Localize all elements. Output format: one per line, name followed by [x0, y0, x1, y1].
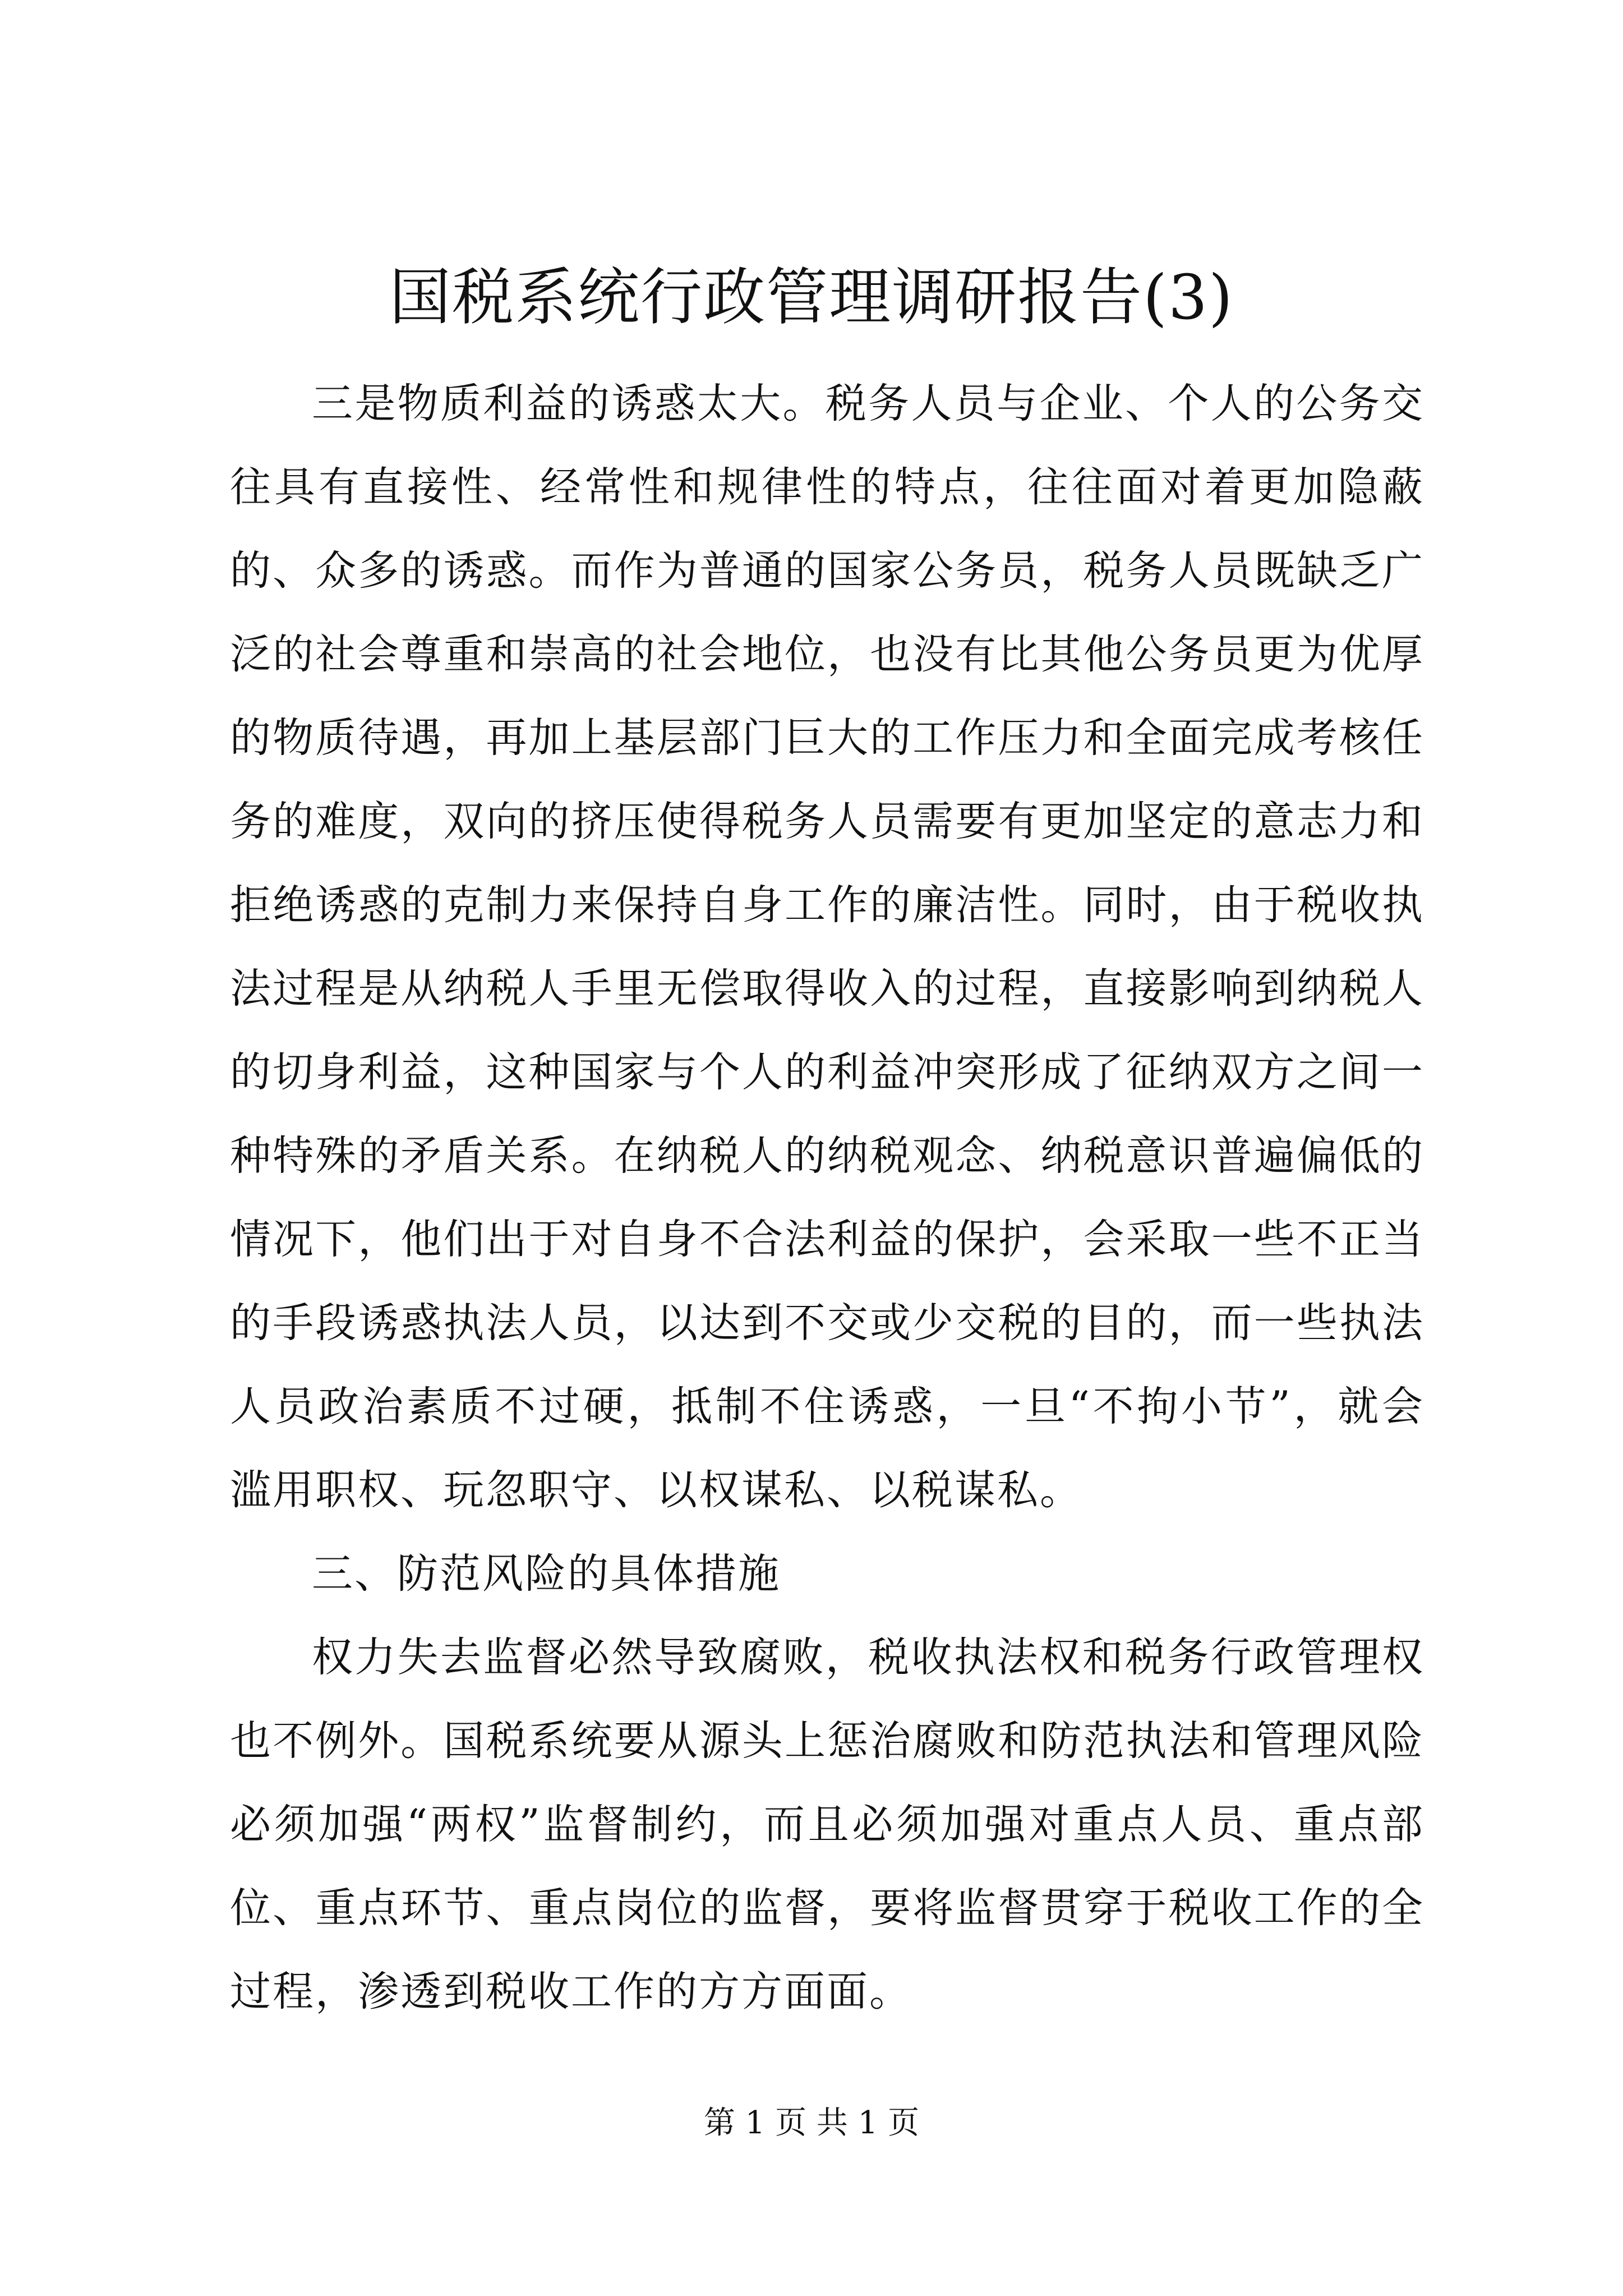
paragraph-supervision: 权力失去监督必然导致腐败，税收执法权和税务行政管理权也不例外。国税系统要从源头上惩治腐败和防范执法和管理风险必须加强“两权”监督制约，而且必须加强对重点人员、重点部位、重点环节、重点岗位的监督，要将监督贯穿于税收工作的全过程，渗透到税收工作的方方面面。: [230, 1634, 1424, 2016]
paragraph-material-temptation: 三是物质利益的诱惑太大。税务人员与企业、个人的公务交往具有直接性、经常性和规律性的特点，往往面对着更加隐蔽的、众多的诱惑。而作为普通的国家公务员，税务人员既缺乏广泛的社会尊重和崇高的社会地位，也没有比其他公务员更为优厚的物质待遇，再加上基层部门巨大的工作压力和全面完成考核任务的难度，双向的挤压使得税务人员需要有更加坚定的意志力和拒绝诱惑的克制力来保持自身工作的廉洁性。同时，由于税收执法过程是从纳税人手里无偿取得收入的过程，直接影响到纳税人的切身利益，这种国家与个人的利益冲突形成了征纳双方之间一种特殊的矛盾关系。在纳税人的纳税观念、纳税意识普遍偏低的情况下，他们出于对自身不合法利益的保护，会采取一些不正当的手段诱惑执法人员，以达到不交或少交税的目的，而一些执法人员政治素质不过硬，抵制不住诱惑，一旦“不拘小节”，就会滥用职权、玩忽职守、以权谋私、以税谋私。: [230, 380, 1424, 1514]
section-heading-risk-measures: 三、防范风险的具体措施: [312, 1550, 781, 1598]
page-number-footer: 第 1 页 共 1 页: [703, 2105, 920, 2141]
document-title: 国税系统行政管理调研报告(3): [389, 261, 1234, 333]
document-body: [230, 362, 1424, 2033]
